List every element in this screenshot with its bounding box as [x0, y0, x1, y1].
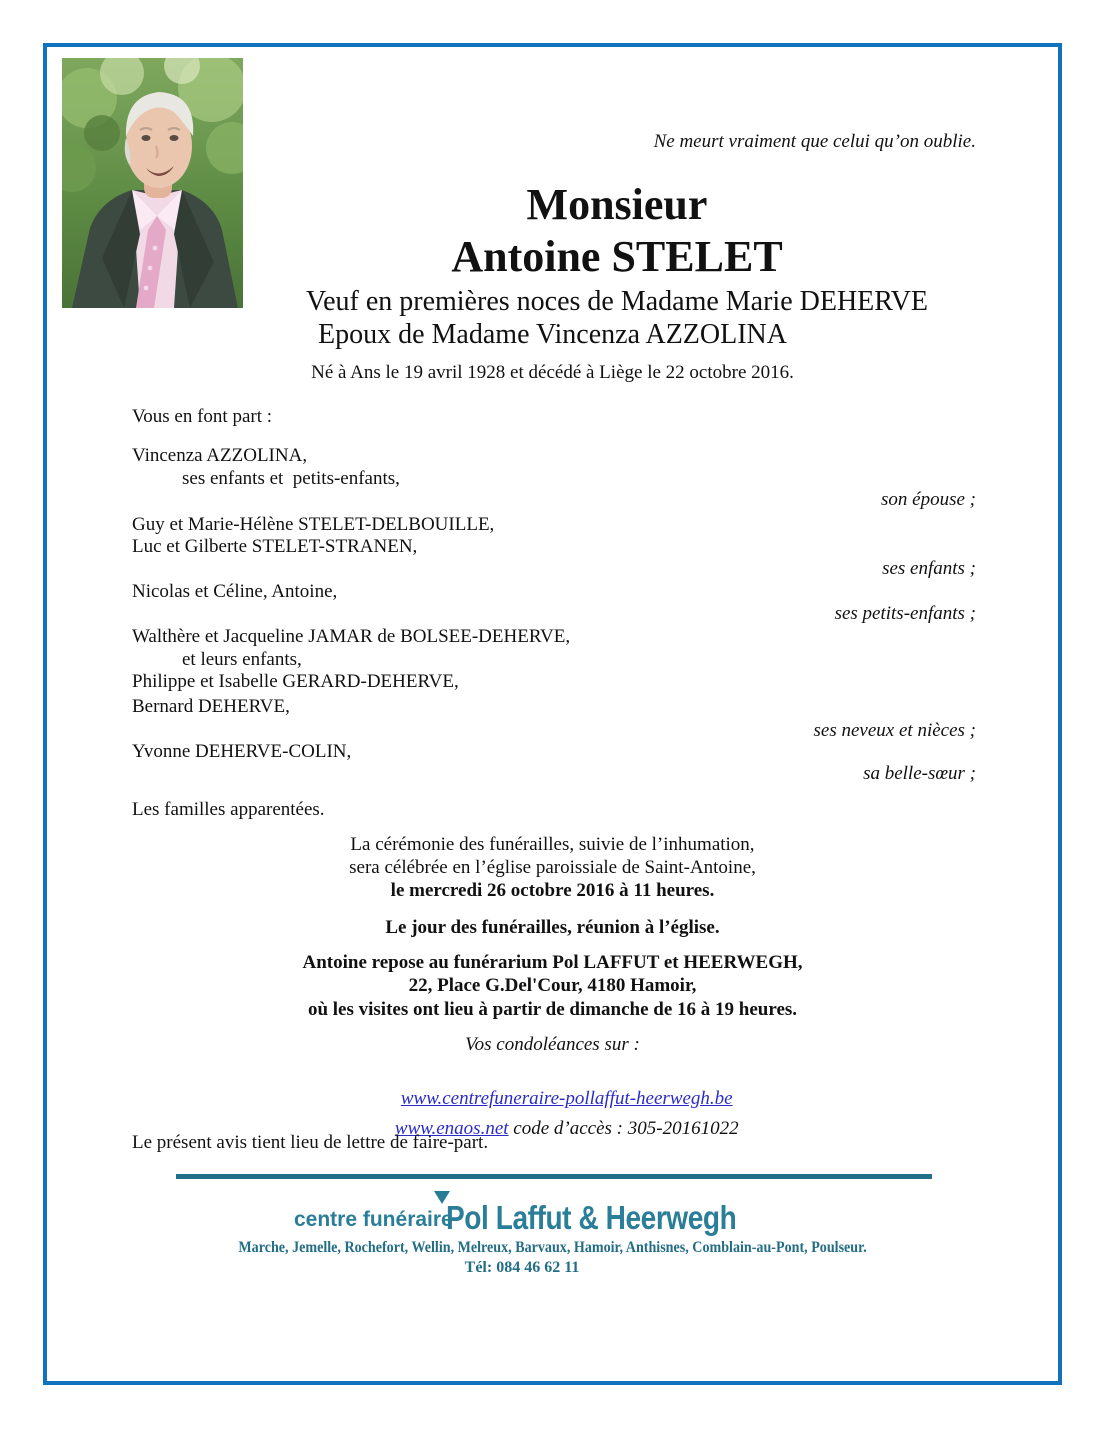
- title-name: Antoine STELET: [451, 232, 783, 281]
- family-line: Walthère et Jacqueline JAMAR de BOLSEE-DEHERVE,: [132, 626, 571, 647]
- announcement-closing: Les familles apparentées.: [132, 799, 325, 820]
- title-civility: Monsieur: [526, 180, 708, 229]
- reunion-line: Le jour des funérailles, réunion à l’église.: [385, 917, 720, 938]
- funerarium-line: Antoine repose au funérarium Pol LAFFUT et HEERWEGH,: [302, 952, 803, 973]
- relation-label: son épouse ;: [881, 489, 976, 510]
- brand-name: [446, 1199, 788, 1237]
- enaos-website-link[interactable]: www.enaos.net: [394, 1118, 509, 1139]
- blue-border-frame: [43, 43, 1062, 1385]
- family-line: Vincenza AZZOLINA,: [132, 445, 308, 466]
- announcement-intro: Vous en font part :: [132, 406, 273, 427]
- brand-name-text: Pol Laffut & Heerwegh: [446, 1199, 737, 1236]
- relation-label: ses neveux et nièces ;: [813, 720, 976, 741]
- family-line: Luc et Gilberte STELET-STRANEN,: [132, 536, 418, 557]
- family-line: Guy et Marie-Hélène STELET-DELBOUILLE,: [132, 514, 495, 535]
- family-line: Philippe et Isabelle GERARD-DEHERVE,: [132, 671, 459, 692]
- funerarium-address: 22, Place G.Del'Cour, 4180 Hamoir,: [408, 975, 697, 996]
- family-line: Yvonne DEHERVE-COLIN,: [132, 741, 352, 762]
- subtitle-spouse: Epoux de Madame Vincenza AZZOLINA: [318, 319, 787, 350]
- brand-tagline: centre funéraire: [294, 1208, 453, 1231]
- ceremony-line: La cérémonie des funérailles, suivie de l’inhumation,: [350, 834, 755, 855]
- relation-label: sa belle-sœur ;: [863, 763, 976, 784]
- family-line: ses enfants et petits-enfants,: [182, 468, 400, 489]
- access-code: code d’accès : 305-20161022: [508, 1118, 739, 1139]
- funeral-home-website-link[interactable]: www.centrefuneraire-pollaffut-heerwegh.be: [400, 1088, 733, 1109]
- brand-cities: Marche, Jemelle, Rochefort, Wellin, Melreux, Barvaux, Hamoir, Anthisnes, Comblain-au-Pont, Poulseur.: [238, 1239, 867, 1256]
- subtitle-widower: Veuf en premières noces de Madame Marie DEHERVE: [305, 286, 929, 317]
- visits-line: où les visites ont lieu à partir de dimanche de 16 à 19 heures.: [307, 999, 798, 1020]
- birth-death-line: Né à Ans le 19 avril 1928 et décédé à Liège le 22 octobre 2016.: [311, 362, 794, 383]
- footer-divider: [176, 1174, 932, 1179]
- ceremony-date: le mercredi 26 octobre 2016 à 11 heures.: [390, 880, 715, 901]
- family-line: Nicolas et Céline, Antoine,: [132, 581, 338, 602]
- brand-phone: Tél: 084 46 62 11: [464, 1259, 580, 1276]
- epitaph-quote: Ne meurt vraiment que celui qu’on oublie.: [653, 131, 976, 152]
- faire-part-notice: Le présent avis tient lieu de lettre de faire-part.: [132, 1132, 489, 1153]
- ceremony-line: sera célébrée en l’église paroissiale de Saint-Antoine,: [349, 857, 756, 878]
- relation-label: ses petits-enfants ;: [834, 603, 976, 624]
- family-line: et leurs enfants,: [182, 649, 302, 670]
- relation-label: ses enfants ;: [882, 558, 976, 579]
- family-line: Bernard DEHERVE,: [132, 696, 290, 717]
- condolences-label: Vos condoléances sur :: [465, 1034, 640, 1055]
